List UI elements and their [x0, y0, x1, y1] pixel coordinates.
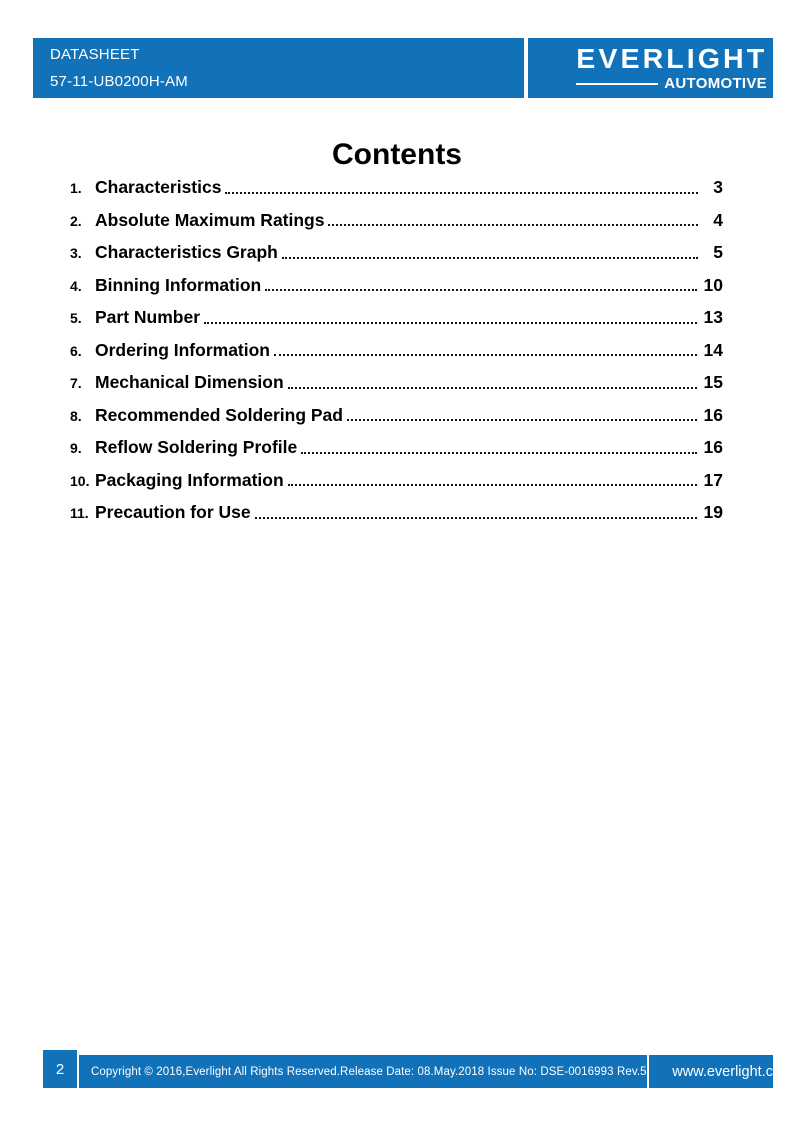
toc-item-ordering-information[interactable] [70, 333, 723, 366]
toc-item-number: 10. [70, 472, 90, 489]
toc-leader-dots [265, 289, 696, 291]
website-link[interactable]: www.everlight.com [647, 1055, 794, 1088]
toc-item-label: Absolute Maximum Ratings [95, 209, 325, 230]
everlight-logo [528, 38, 773, 98]
footer [43, 1055, 794, 1088]
toc-item-mechanical-dimension[interactable] [70, 365, 723, 398]
toc-item-number: 8. [70, 407, 82, 424]
toc-leader-dots [255, 517, 697, 519]
toc-item-number: 2. [70, 212, 82, 229]
toc-item-page: 16 [703, 437, 723, 458]
logo-underline [576, 83, 658, 85]
toc-item-precaution-for-use[interactable] [70, 495, 723, 528]
table-of-contents [70, 170, 723, 528]
toc-item-page: 15 [703, 372, 723, 393]
toc-leader-dots [225, 192, 698, 194]
part-number: 57-11-UB0200H-AM [50, 73, 188, 90]
toc-item-label: Characteristics Graph [95, 242, 278, 263]
toc-item-part-number[interactable] [70, 300, 723, 333]
logo-sub-brand-text: AUTOMOTIVE [664, 75, 767, 93]
toc-item-binning-information[interactable] [70, 268, 723, 301]
toc-item-characteristics-graph[interactable] [70, 235, 723, 268]
toc-item-number: 9. [70, 440, 82, 457]
toc-item-page: 10 [703, 274, 723, 295]
toc-item-page: 5 [713, 242, 723, 263]
toc-item-label: Packaging Information [95, 469, 284, 490]
toc-leader-dots [301, 452, 696, 454]
toc-leader-dots [282, 257, 698, 259]
toc-leader-dots [204, 322, 697, 324]
toc-item-page: 16 [703, 404, 723, 425]
logo-brand-text: EVERLIGHT [576, 42, 767, 74]
doc-type-label: DATASHEET [50, 46, 140, 63]
toc-item-label: Recommended Soldering Pad [95, 404, 343, 425]
toc-item-packaging-information[interactable] [70, 463, 723, 496]
copyright-text: Copyright © 2016,Everlight All Rights Reserved.Release Date: 08.May.2018 Issue No: DSE-0016993 Rev.5 [91, 1065, 647, 1078]
toc-item-page: 13 [703, 307, 723, 328]
toc-item-label: Binning Information [95, 274, 262, 295]
toc-item-label: Mechanical Dimension [95, 372, 284, 393]
header [33, 38, 773, 98]
toc-item-reflow-soldering-profile[interactable] [70, 430, 723, 463]
header-left-panel [33, 38, 524, 98]
toc-item-page: 14 [703, 339, 723, 360]
toc-item-label: Reflow Soldering Profile [95, 437, 298, 458]
toc-item-number: 1. [70, 180, 82, 197]
toc-leader-dots [288, 387, 697, 389]
toc-leader-dots [288, 484, 697, 486]
toc-item-number: 7. [70, 375, 82, 392]
toc-leader-dots [274, 354, 697, 356]
toc-item-number: 6. [70, 342, 82, 359]
toc-item-page: 17 [703, 469, 723, 490]
toc-leader-dots [347, 419, 697, 421]
toc-leader-dots [328, 224, 698, 226]
toc-item-number: 5. [70, 310, 82, 327]
footer-page-number: 2 [43, 1050, 79, 1088]
toc-item-label: Characteristics [95, 177, 222, 198]
page-title: Contents [332, 138, 462, 171]
toc-item-page: 4 [713, 209, 723, 230]
toc-item-characteristics[interactable] [70, 170, 723, 203]
toc-item-page: 3 [713, 177, 723, 198]
toc-item-page: 19 [703, 502, 723, 523]
toc-item-absolute-maximum-ratings[interactable] [70, 203, 723, 236]
toc-item-label: Precaution for Use [95, 502, 251, 523]
toc-item-number: 3. [70, 245, 82, 262]
logo-sub-row [576, 75, 767, 92]
toc-item-number: 11. [70, 505, 89, 522]
toc-item-label: Part Number [95, 307, 201, 328]
toc-item-recommended-soldering-pad[interactable] [70, 398, 723, 431]
toc-item-number: 4. [70, 277, 82, 294]
toc-item-label: Ordering Information [95, 339, 270, 360]
